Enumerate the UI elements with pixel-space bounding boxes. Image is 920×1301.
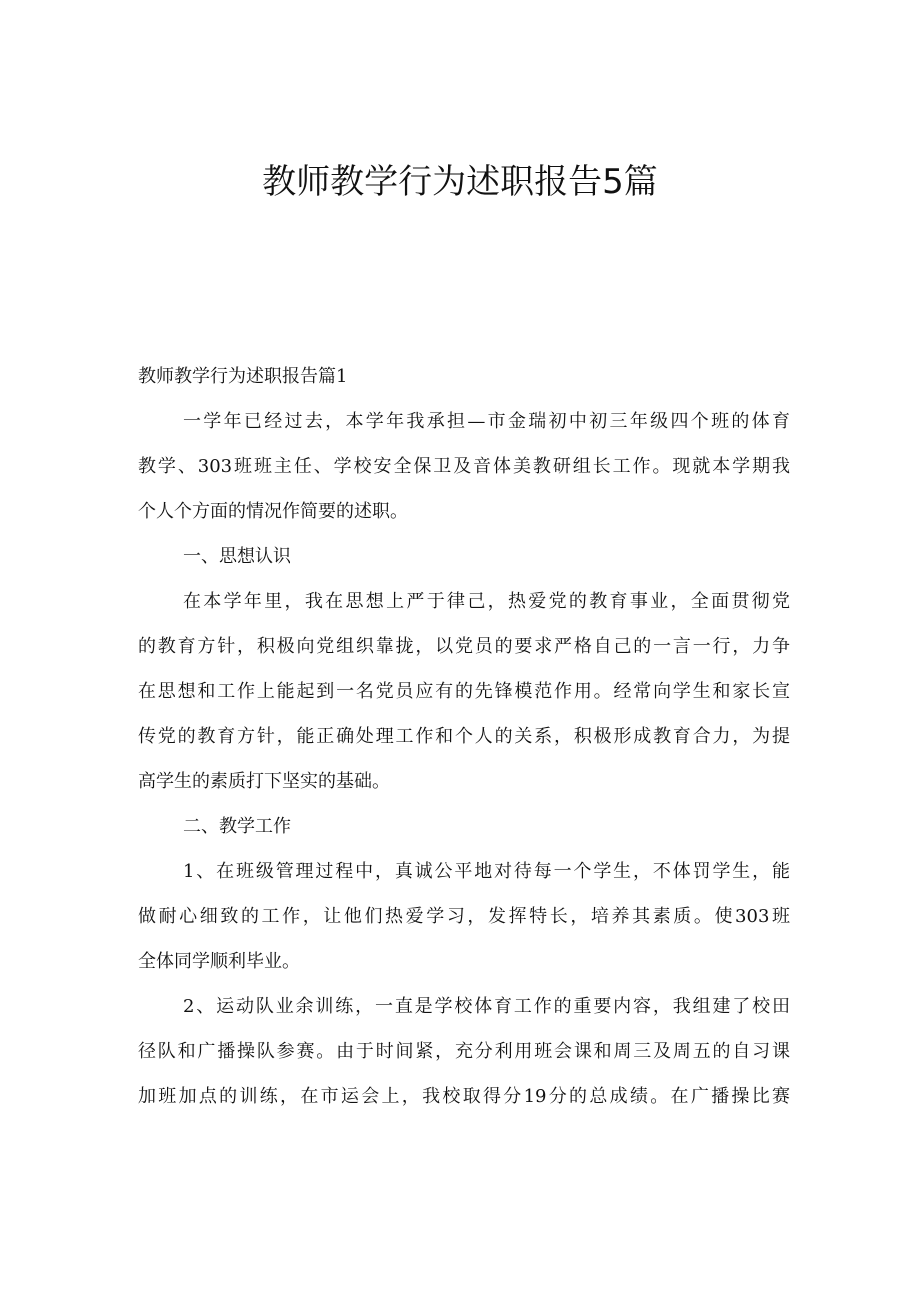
paragraph-line: 个人个方面的情况作简要的述职。 — [138, 501, 408, 522]
paragraph-line: 的教育方针，积极向党组织靠拢，以党员的要求严格自己的一言一行，力争 — [138, 636, 790, 657]
subheading-text: 二、教学工作 — [183, 816, 291, 837]
section-title: 教师教学行为述职报告篇1 — [138, 366, 348, 387]
document-title: 教师教学行为述职报告5篇 — [262, 162, 658, 202]
paragraph-line: 教学、303班班主任、学校安全保卫及音体美教研组长工作。现就本学期我 — [138, 456, 790, 477]
paragraph-4 — [138, 984, 790, 1119]
paragraph-1 — [138, 399, 790, 534]
subheading-teaching — [138, 804, 790, 849]
paragraph-line: 全体同学顺利毕业。 — [138, 951, 300, 972]
paragraph-line: 2、运动队业余训练，一直是学校体育工作的重要内容，我组建了校田 — [183, 996, 790, 1017]
paragraph-line: 做耐心细致的工作，让他们热爱学习，发挥特长，培养其素质。使303班 — [138, 906, 790, 927]
paragraph-line: 在思想和工作上能起到一名党员应有的先锋模范作用。经常向学生和家长宣 — [138, 681, 790, 702]
paragraph-line: 一学年已经过去，本学年我承担—市金瑞初中初三年级四个班的体育 — [183, 411, 790, 432]
paragraph-2 — [138, 579, 790, 804]
paragraph-line: 1、在班级管理过程中，真诚公平地对待每一个学生，不体罚学生，能 — [183, 861, 790, 882]
subheading-thoughts — [138, 534, 790, 579]
paragraph-line: 传党的教育方针，能正确处理工作和个人的关系，积极形成教育合力，为提 — [138, 726, 790, 747]
subheading-text: 一、思想认识 — [183, 546, 291, 567]
paragraph-3 — [138, 849, 790, 984]
paragraph-line: 高学生的素质打下坚实的基础。 — [138, 771, 390, 792]
paragraph-line: 加班加点的训练，在市运会上，我校取得分19分的总成绩。在广播操比赛 — [138, 1086, 790, 1107]
document-body — [138, 354, 790, 1119]
paragraph-line: 在本学年里，我在思想上严于律己，热爱党的教育事业，全面贯彻党 — [183, 591, 790, 612]
paragraph-line: 径队和广播操队参赛。由于时间紧，充分利用班会课和周三及周五的自习课 — [138, 1041, 790, 1062]
